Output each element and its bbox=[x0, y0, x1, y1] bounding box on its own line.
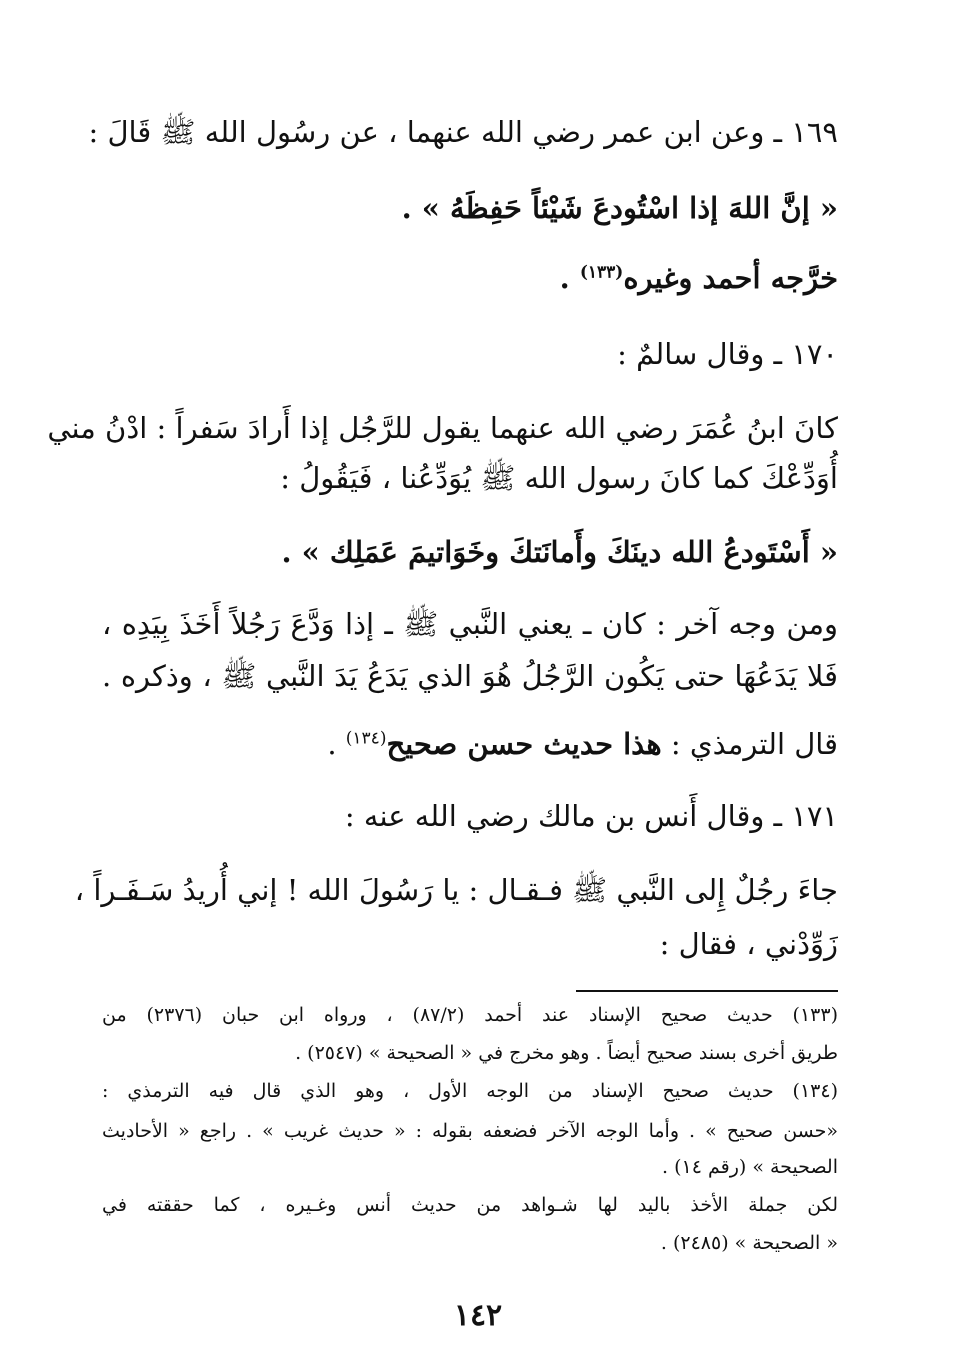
hadith-170-line-5: ومن وجه آخر : كان ـ يعني النَّبي ﷺ ـ إذا وَدَّعَ رَجُلاً أَخَذَ بِيَدِه ، bbox=[102, 607, 838, 641]
hadith-170-tirmidhi bbox=[327, 724, 838, 764]
footnote-134-line-3: الصحيحة » (رقم ١٤) . bbox=[662, 1156, 838, 1178]
footnote-134-line-1: (١٣٤) حديث صحيح الإسناد من الوجه الأول ، وهو الذي قال فيه الترمذي : bbox=[102, 1080, 838, 1102]
hadith-170-line-2: كانَ ابنُ عُمَرَ رضي الله عنهما يقول للرَّجُل إذا أَرادَ سَفراً : ادْنُ مني bbox=[47, 411, 838, 445]
hadith-169-line-2: « إنَّ اللهَ إذا اسْتُودعَ شَيْئاً حَفِظَهُ » . bbox=[401, 191, 838, 225]
tirmidhi-grade: هذا حديث حسن صحيح bbox=[386, 727, 662, 761]
hadith-169-source bbox=[560, 258, 838, 298]
hadith-170-line-3: أُوَدِّعْكَ كما كانَ رسول الله ﷺ يُوَدِّعُنا ، فَيَقُولُ : bbox=[280, 461, 838, 495]
source-end: . bbox=[559, 261, 580, 295]
hadith-170-line-6: فَلا يَدَعُهَا حتى يَكُون الرَّجُلُ هُوَ الذي يَدَعُ يَدَ النَّبي ﷺ ، وذكره . bbox=[102, 659, 838, 693]
source-text: خرَّجه أحمد وغيره bbox=[623, 261, 838, 295]
tirmidhi-intro: قال الترمذي : bbox=[661, 727, 838, 761]
footnote-133-line-1: (١٣٣) حديث صحيح الإسناد عند أحمد (٨٧/٢) ، ورواه ابن حبان (٢٣٧٦) من bbox=[102, 1004, 839, 1026]
hadith-169-line-1: ١٦٩ ـ وعن ابن عمر رضي الله عنهما ، عن رسُول الله ﷺ قَالَ : bbox=[88, 115, 838, 149]
hadith-171-line-1: ١٧١ ـ وقال أَنس بن مالك رضي الله عنه : bbox=[344, 799, 838, 833]
page-number: ١٤٢ bbox=[453, 1298, 503, 1333]
hadith-170-line-4: « أَسْتَودعُ الله دينَكَ وأَمانَتكَ وخَوَاتيمَ عَمَلِك » . bbox=[281, 535, 838, 569]
footnote-ref-133: (١٣٣) bbox=[579, 262, 624, 283]
tirmidhi-end: . bbox=[327, 727, 346, 761]
footnote-134-line-4: لكن جملة الأخذ باليد لها شـواهد من حديث أنس وغـيره ، كما حققته في bbox=[102, 1194, 838, 1216]
footnote-134-line-2: «حسن صحيح » . وأما الوجه الآخر فضعفه بقوله : « حديث غريب » . راجع « الأحاديث bbox=[102, 1120, 838, 1142]
footnote-133-line-2: طريق أخرى بسند صحيح أيضاً . وهو مخرج في « الصحيحة » (٢٥٤٧) . bbox=[295, 1042, 838, 1064]
footnote-ref-134: (١٣٤) bbox=[345, 728, 387, 749]
footnote-divider bbox=[576, 990, 838, 992]
hadith-171-line-2: جاءَ رجُلٌ إِلى النَّبي ﷺ فـقـال : يا رَسُولَ الله ! إني أُريدُ سَـفَـراً ، bbox=[74, 873, 838, 907]
footnote-134-line-5: « الصحيحة » (٢٤٨٥) . bbox=[660, 1232, 838, 1254]
hadith-170-line-1: ١٧٠ ـ وقال سالمٌ : bbox=[617, 337, 838, 371]
hadith-171-line-3: زَوِّدْني ، فقال : bbox=[659, 927, 838, 961]
